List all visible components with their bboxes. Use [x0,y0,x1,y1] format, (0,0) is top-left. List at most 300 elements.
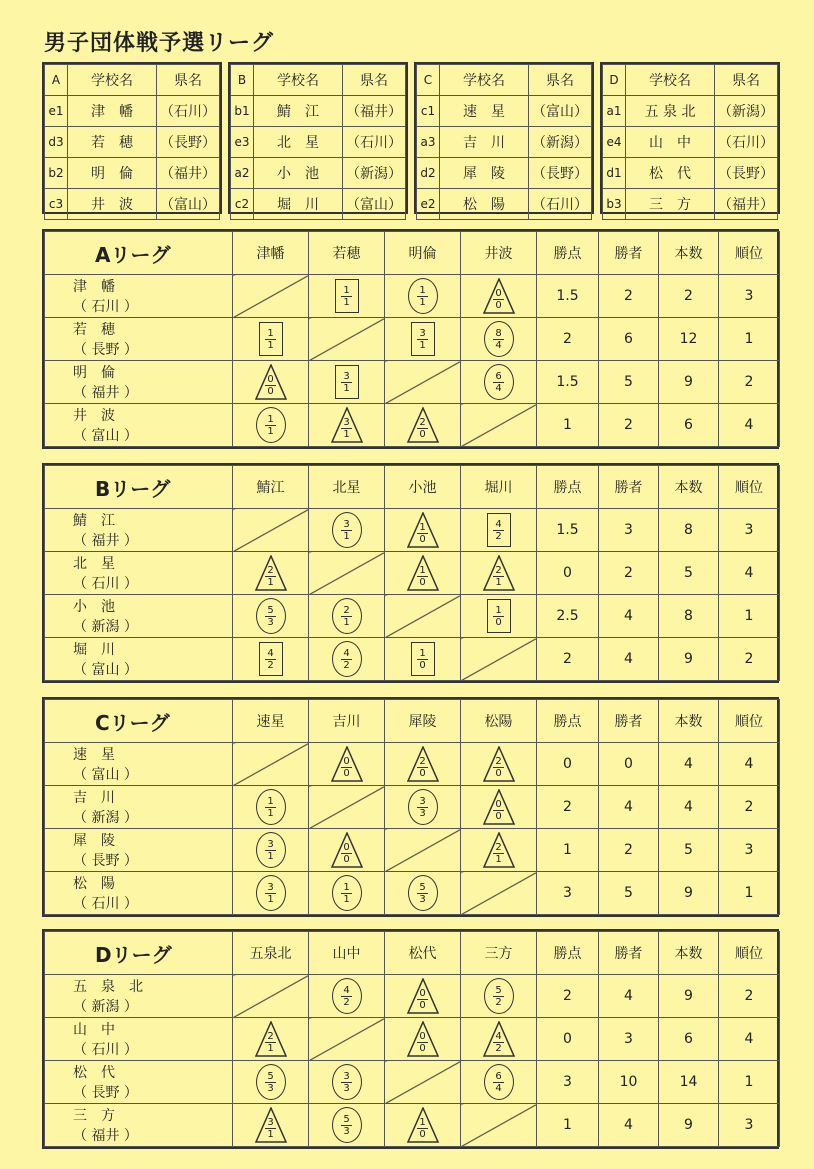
team-name: 三方 [73,1108,129,1124]
match-result [385,743,461,786]
score-top: 0 [495,798,502,810]
score-bottom: 2 [267,659,274,671]
wins: 4 [599,975,659,1018]
stat-header: 本数 [659,466,719,509]
prefecture: （石川） [715,127,778,158]
triangle-draw-mark [331,407,363,443]
ippon-count: 6 [659,404,719,447]
table-row [603,127,778,158]
table-row [417,96,592,127]
points: 0 [537,552,599,595]
team-name: 堀川 [73,642,129,658]
self-match-cell [385,361,461,404]
ippon-count: 4 [659,743,719,786]
match-result [309,275,385,318]
league-name: Bリーグ [45,466,233,509]
team-prefecture: （ 石川 ） [73,1042,138,1058]
square-result-mark [259,322,283,356]
circle-win-mark [484,321,514,357]
stat-header: 本数 [659,932,719,975]
match-result [233,872,309,915]
triangle-draw-mark [483,1021,515,1057]
score-top: 2 [495,755,502,767]
self-match-cell [385,595,461,638]
circle-win-mark [332,512,362,548]
score-top: 1 [419,521,426,533]
ippon-count: 9 [659,361,719,404]
ippon-count: 9 [659,1104,719,1147]
school-name: 三 方 [626,189,715,220]
stat-header: 勝点 [537,466,599,509]
circle-win-mark [332,978,362,1014]
score-top: 3 [419,795,426,807]
stat-header: 勝者 [599,232,659,275]
seed-code: e4 [603,127,626,158]
match-result [233,404,309,447]
group-label: D [603,65,626,96]
wins: 6 [599,318,659,361]
circle-win-mark [256,598,286,634]
triangle-draw-mark [407,978,439,1014]
circle-win-mark [256,1064,286,1100]
self-match-cell [233,743,309,786]
ippon-count: 5 [659,552,719,595]
team-prefecture: （ 福井 ） [73,533,138,549]
score-top: 3 [343,518,350,530]
rank: 4 [719,1018,780,1061]
table-row [45,361,780,404]
opponent-header: 三方 [461,932,537,975]
score-bottom: 1 [267,850,274,862]
score-top: 2 [343,604,350,616]
self-match-cell [385,829,461,872]
seed-code: c3 [45,189,68,220]
prefecture: （長野） [715,158,778,189]
points: 2 [537,638,599,681]
score-top: 3 [343,416,350,428]
school-name: 鯖 江 [254,96,343,127]
score-top: 3 [419,327,426,339]
seed-code: d3 [45,127,68,158]
ippon-count: 8 [659,595,719,638]
prefecture: （新潟） [715,96,778,127]
match-result [309,1061,385,1104]
ippon-count: 9 [659,872,719,915]
match-result [309,829,385,872]
page-title: 男子団体戦予選リーグ [44,31,275,56]
points: 1 [537,1104,599,1147]
score-bottom: 1 [419,296,426,308]
match-result [309,872,385,915]
opponent-header: 堀川 [461,466,537,509]
score-bottom: 1 [419,339,426,351]
score-bottom: 2 [343,659,350,671]
stat-header: 本数 [659,232,719,275]
wins: 4 [599,786,659,829]
team-prefecture: （ 石川 ） [73,576,138,592]
match-result [309,638,385,681]
match-result [385,552,461,595]
triangle-draw-mark [255,1021,287,1057]
score-top: 6 [495,370,502,382]
self-match-cell [461,638,537,681]
seed-code: e1 [45,96,68,127]
team-cell [45,975,233,1018]
school-name: 松 陽 [440,189,529,220]
team-prefecture: （ 新潟 ） [73,810,138,826]
points: 0 [537,1018,599,1061]
team-name: 山中 [73,1022,129,1038]
triangle-draw-mark [407,1021,439,1057]
team-name: 松代 [73,1065,129,1081]
table-row [45,318,780,361]
table-row [45,829,780,872]
opponent-header: 明倫 [385,232,461,275]
self-match-cell [461,404,537,447]
points: 2.5 [537,595,599,638]
league-table-4 [42,929,779,1149]
table-row [45,786,780,829]
wins: 2 [599,275,659,318]
score-bottom: 1 [267,425,274,437]
school-name: 明 倫 [68,158,157,189]
opponent-header: 松代 [385,932,461,975]
score-bottom: 3 [343,1125,350,1137]
pref-header: 県名 [343,65,406,96]
circle-win-mark [484,978,514,1014]
self-match-cell [309,318,385,361]
points: 1 [537,829,599,872]
score-bottom: 2 [495,996,502,1008]
opponent-header: 小池 [385,466,461,509]
score-bottom: 0 [495,767,502,779]
score-top: 2 [267,564,274,576]
triangle-draw-mark [407,1107,439,1143]
score-bottom: 2 [343,996,350,1008]
team-prefecture: （ 新潟 ） [73,999,138,1015]
score-bottom: 2 [495,530,502,542]
prefecture: （福井） [157,158,220,189]
score-top: 1 [419,1116,426,1128]
match-result [461,509,537,552]
group-table-c [414,62,594,214]
score-bottom: 2 [495,1042,502,1054]
seed-code: a3 [417,127,440,158]
score-top: 0 [343,755,350,767]
triangle-draw-mark [483,832,515,868]
wins: 10 [599,1061,659,1104]
ippon-count: 2 [659,275,719,318]
team-name: 速星 [73,747,129,763]
school-name: 若 穂 [68,127,157,158]
match-result [461,361,537,404]
triangle-draw-mark [483,555,515,591]
match-result [233,829,309,872]
school-name: 堀 川 [254,189,343,220]
square-result-mark [487,599,511,633]
table-row [45,189,220,220]
score-bottom: 0 [419,533,426,545]
score-bottom: 3 [343,1082,350,1094]
score-bottom: 0 [495,616,502,628]
school-name: 犀 陵 [440,158,529,189]
score-top: 0 [419,1030,426,1042]
prefecture: （福井） [715,189,778,220]
circle-win-mark [256,407,286,443]
match-result [233,786,309,829]
circle-win-mark [332,875,362,911]
score-bottom: 0 [343,767,350,779]
score-bottom: 0 [419,659,426,671]
team-prefecture: （ 富山 ） [73,428,138,444]
match-result [233,552,309,595]
triangle-draw-mark [407,407,439,443]
league-name: Aリーグ [45,232,233,275]
rank: 1 [719,872,780,915]
table-row [231,127,406,158]
wins: 2 [599,829,659,872]
rank: 2 [719,786,780,829]
score-top: 1 [419,284,426,296]
team-name: 松陽 [73,876,129,892]
match-result [309,595,385,638]
wins: 4 [599,1104,659,1147]
score-bottom: 4 [495,339,502,351]
match-result [233,1104,309,1147]
score-top: 3 [267,881,274,893]
table-row [45,743,780,786]
team-name: 小池 [73,599,129,615]
match-result [385,786,461,829]
score-bottom: 1 [495,853,502,865]
score-bottom: 0 [495,299,502,311]
rank: 2 [719,361,780,404]
score-top: 5 [419,881,426,893]
team-prefecture: （ 長野 ） [73,853,138,869]
score-bottom: 1 [343,616,350,628]
ippon-count: 14 [659,1061,719,1104]
score-top: 8 [495,327,502,339]
seed-code: c2 [231,189,254,220]
rank: 3 [719,829,780,872]
score-bottom: 0 [343,853,350,865]
team-cell [45,743,233,786]
triangle-draw-mark [255,1107,287,1143]
seed-code: b3 [603,189,626,220]
match-result [385,509,461,552]
circle-win-mark [256,832,286,868]
match-result [309,1104,385,1147]
stat-header: 勝者 [599,700,659,743]
points: 3 [537,1061,599,1104]
team-prefecture: （ 福井 ） [73,1128,138,1144]
team-cell [45,829,233,872]
wins: 4 [599,638,659,681]
triangle-draw-mark [407,512,439,548]
circle-win-mark [484,1064,514,1100]
match-result [233,318,309,361]
stat-header: 順位 [719,932,780,975]
rank: 2 [719,638,780,681]
score-bottom: 0 [419,576,426,588]
team-name: 犀陵 [73,833,129,849]
team-prefecture: （ 富山 ） [73,662,138,678]
group-label: B [231,65,254,96]
score-top: 1 [267,795,274,807]
school-header: 学校名 [626,65,715,96]
score-top: 2 [267,1030,274,1042]
league-name: Dリーグ [45,932,233,975]
match-result [461,275,537,318]
school-name: 北 星 [254,127,343,158]
opponent-header: 松陽 [461,700,537,743]
triangle-draw-mark [331,832,363,868]
match-result [385,975,461,1018]
points: 2 [537,975,599,1018]
seed-code: e3 [231,127,254,158]
score-top: 3 [343,1070,350,1082]
pref-header: 県名 [157,65,220,96]
match-result [461,786,537,829]
team-prefecture: （ 長野 ） [73,342,138,358]
score-bottom: 1 [267,1042,274,1054]
square-result-mark [259,642,283,676]
team-cell [45,318,233,361]
match-result [385,872,461,915]
team-name: 津幡 [73,279,129,295]
team-prefecture: （ 石川 ） [73,299,138,315]
school-name: 吉 川 [440,127,529,158]
score-top: 1 [343,881,350,893]
triangle-draw-mark [483,278,515,314]
points: 0 [537,743,599,786]
circle-win-mark [332,1107,362,1143]
self-match-cell [385,1061,461,1104]
team-cell [45,361,233,404]
score-bottom: 0 [419,767,426,779]
score-bottom: 4 [495,382,502,394]
circle-win-mark [484,364,514,400]
points: 1 [537,404,599,447]
match-result [309,743,385,786]
score-top: 3 [343,370,350,382]
stat-header: 順位 [719,232,780,275]
score-bottom: 1 [495,576,502,588]
seed-code: b1 [231,96,254,127]
prefecture: （新潟） [529,127,592,158]
self-match-cell [233,509,309,552]
triangle-draw-mark [255,364,287,400]
team-name: 鯖江 [73,513,129,529]
team-prefecture: （ 福井 ） [73,385,138,401]
score-bottom: 1 [267,807,274,819]
circle-win-mark [408,875,438,911]
stat-header: 順位 [719,700,780,743]
match-result [461,743,537,786]
school-name: 小 池 [254,158,343,189]
match-result [309,509,385,552]
prefecture: （富山） [157,189,220,220]
score-top: 1 [419,564,426,576]
seed-code: e2 [417,189,440,220]
table-row [603,96,778,127]
seed-code: c1 [417,96,440,127]
score-top: 3 [267,838,274,850]
score-bottom: 1 [343,530,350,542]
score-top: 5 [343,1113,350,1125]
score-bottom: 3 [419,893,426,905]
match-result [233,1061,309,1104]
opponent-header: 鯖江 [233,466,309,509]
team-cell [45,1104,233,1147]
score-top: 2 [419,416,426,428]
score-bottom: 1 [343,296,350,308]
square-result-mark [487,513,511,547]
rank: 4 [719,552,780,595]
prefecture: （富山） [529,96,592,127]
wins: 5 [599,361,659,404]
team-cell [45,552,233,595]
ippon-count: 6 [659,1018,719,1061]
school-header: 学校名 [440,65,529,96]
self-match-cell [461,1104,537,1147]
self-match-cell [233,275,309,318]
self-match-cell [309,1018,385,1061]
score-bottom: 1 [343,382,350,394]
opponent-header: 津幡 [233,232,309,275]
wins: 3 [599,1018,659,1061]
ippon-count: 5 [659,829,719,872]
seed-code: d2 [417,158,440,189]
pref-header: 県名 [715,65,778,96]
square-result-mark [335,279,359,313]
circle-win-mark [332,1064,362,1100]
self-match-cell [309,552,385,595]
wins: 0 [599,743,659,786]
match-result [461,975,537,1018]
table-row [45,975,780,1018]
prefecture: （富山） [343,189,406,220]
score-top: 3 [267,1116,274,1128]
table-row [45,1018,780,1061]
table-row [45,404,780,447]
square-result-mark [411,642,435,676]
school-name: 速 星 [440,96,529,127]
rank: 4 [719,404,780,447]
points: 2 [537,786,599,829]
table-row [45,275,780,318]
circle-win-mark [332,598,362,634]
triangle-draw-mark [331,746,363,782]
square-result-mark [335,365,359,399]
opponent-header: 五泉北 [233,932,309,975]
match-result [461,595,537,638]
table-row [45,96,220,127]
circle-win-mark [332,641,362,677]
self-match-cell [461,872,537,915]
wins: 2 [599,404,659,447]
score-top: 2 [419,755,426,767]
score-top: 4 [343,647,350,659]
score-top: 0 [267,373,274,385]
rank: 3 [719,1104,780,1147]
team-cell [45,404,233,447]
prefecture: （長野） [157,127,220,158]
school-name: 井 波 [68,189,157,220]
score-bottom: 1 [343,893,350,905]
stat-header: 勝者 [599,932,659,975]
school-header: 学校名 [254,65,343,96]
